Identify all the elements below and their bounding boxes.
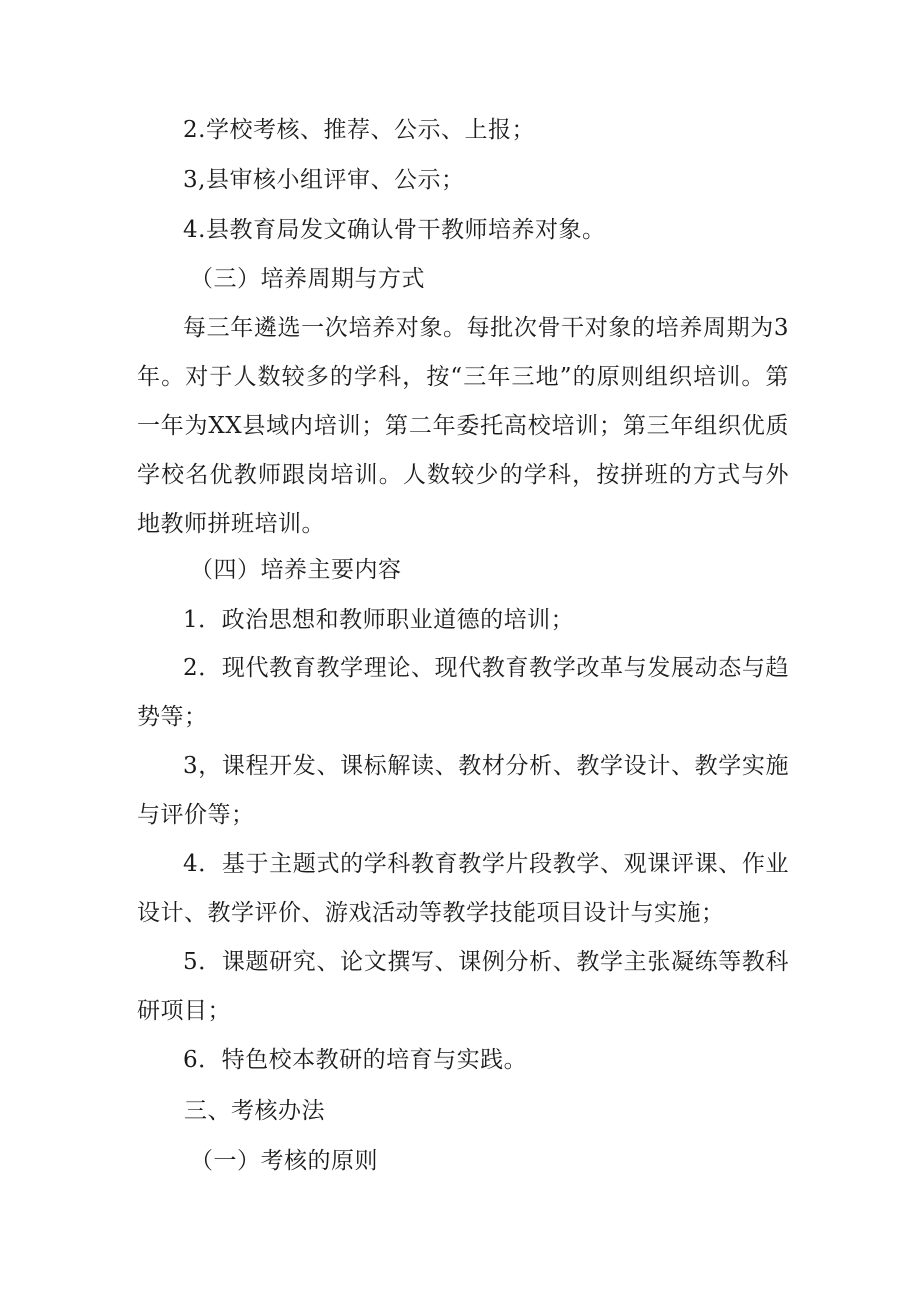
step-4-line: 4.县教育局发文确认骨干教师培养对象。 bbox=[183, 217, 606, 243]
content-item-2: 2．现代教育教学理论、现代教育教学改革与发展动态与趋势等； bbox=[137, 655, 789, 730]
subsection-heading-principles: （一）考核的原则 bbox=[190, 1148, 378, 1174]
content-item-6: 6．特色校本教研的培育与实践。 bbox=[183, 1047, 528, 1073]
content-item-1: 1．政治思想和教师职业道德的培训； bbox=[183, 607, 575, 633]
content-item-3: 3，课程开发、课标解读、教材分析、教学设计、教学实施与评价等； bbox=[137, 753, 789, 828]
section-heading-assessment: 三、考核办法 bbox=[184, 1098, 325, 1124]
step-3-line: 3,县审核小组评审、公示； bbox=[183, 167, 465, 193]
section-heading-content: （四）培养主要内容 bbox=[190, 557, 402, 583]
section-heading-cycle: （三）培养周期与方式 bbox=[190, 266, 425, 292]
step-2-line: 2.学校考核、推荐、公示、上报； bbox=[183, 117, 535, 143]
cycle-paragraph: 每三年遴选一次培养对象。每批次骨干对象的培养周期为3年。对于人数较多的学科，按“三年三地”的原则组织培训。第一年为XX县域内培训；第二年委托高校培训；第三年组织优质学校名优教师跟岗培训。人数较少的学科，按拼班的方式与外地教师拼班培训。 bbox=[137, 315, 789, 537]
content-item-5: 5．课题研究、论文撰写、课例分析、教学主张凝练等教科研项目； bbox=[137, 949, 789, 1024]
content-item-4: 4．基于主题式的学科教育教学片段教学、观课评课、作业设计、教学评价、游戏活动等教学技能项目设计与实施； bbox=[137, 851, 789, 926]
